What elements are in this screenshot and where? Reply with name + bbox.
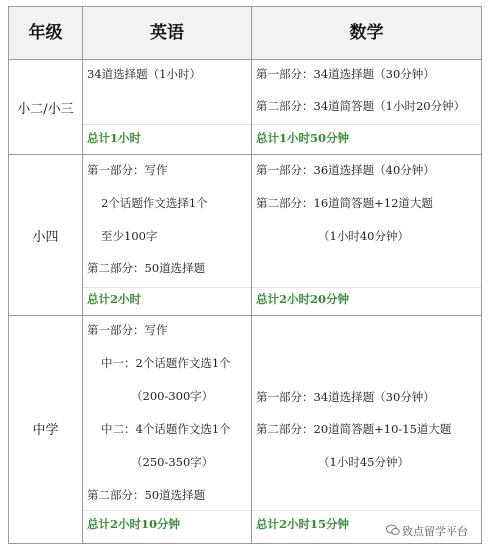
cell-subdivider — [252, 124, 481, 125]
english-line: 第一部分：写作 — [87, 163, 168, 177]
math-line: 第二部分：20道简答题+10-15道大题 — [256, 422, 452, 436]
math-line: （1小时45分钟） — [318, 455, 409, 469]
math-line: 第一部分：34道选择题（30分钟） — [256, 390, 435, 404]
english-line: 第二部分：50道选择题 — [87, 488, 206, 502]
english-line: （200-300字） — [131, 389, 214, 403]
english-line: 第二部分：50道选择题 — [87, 261, 206, 275]
column-divider — [82, 7, 83, 543]
wechat-icon — [386, 524, 400, 536]
english-line: 第一部分：写作 — [87, 323, 168, 337]
english-line: 2个话题作文选择1个 — [101, 196, 208, 210]
cell-subdivider — [83, 510, 251, 511]
row-divider — [9, 315, 481, 316]
english-line: 34道选择题（1小时） — [87, 67, 201, 81]
column-divider — [251, 7, 252, 543]
math-total: 总计2小时20分钟 — [256, 292, 350, 306]
schedule-table — [8, 6, 482, 544]
math-line: 第一部分：36道选择题（40分钟） — [256, 163, 435, 177]
table-header — [9, 7, 481, 60]
math-line: 第一部分：34道选择题（30分钟） — [256, 67, 435, 81]
english-line: 中二：4个话题作文选1个 — [101, 422, 231, 436]
cell-subdivider — [83, 287, 251, 288]
grade-label: 中学 — [32, 423, 59, 438]
english-total: 总计2小时10分钟 — [87, 517, 181, 531]
row-divider — [9, 154, 481, 155]
cell-subdivider — [83, 124, 251, 125]
grade-label: 小四 — [32, 230, 59, 245]
english-total: 总计1小时 — [87, 131, 142, 145]
grade-label: 小二/小三 — [17, 102, 74, 117]
math-line: 第二部分：16道简答题+12道大题 — [256, 196, 433, 210]
watermark-text: 致点留学平台 — [402, 525, 468, 538]
english-line: （250-350字） — [131, 455, 214, 469]
english-total: 总计2小时 — [87, 292, 142, 306]
math-line: 第二部分：34道简答题（1小时20分钟） — [256, 99, 466, 113]
cell-subdivider — [252, 510, 481, 511]
math-total: 总计1小时50分钟 — [256, 131, 350, 145]
english-line: 至少100字 — [101, 229, 158, 243]
math-line: （1小时40分钟） — [318, 229, 409, 243]
header-english: 英语 — [150, 23, 184, 43]
english-line: 中一：2个话题作文选1个 — [101, 356, 231, 370]
cell-subdivider — [252, 287, 481, 288]
header-math: 数学 — [349, 23, 384, 43]
header-grade: 年级 — [28, 23, 63, 43]
math-total: 总计2小时15分钟 — [256, 517, 350, 531]
